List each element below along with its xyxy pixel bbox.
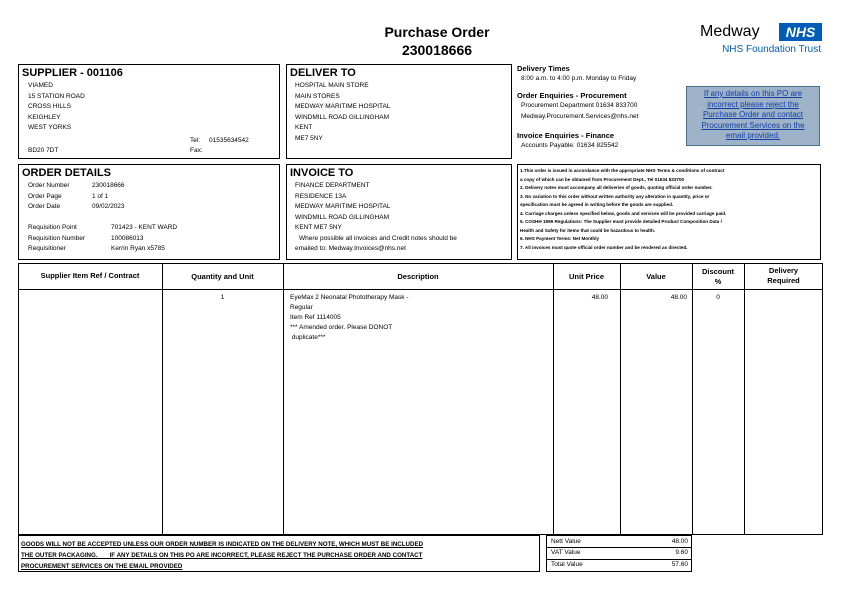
col-header-value: Value <box>646 272 666 281</box>
delivery-times-heading: Delivery Times <box>517 64 570 73</box>
supplier-line: VIAMED <box>28 82 53 89</box>
supplier-fax-label: Fax: <box>190 147 203 154</box>
invoice-line: MEDWAY MARITIME HOSPITAL <box>295 203 391 210</box>
invoice-line: KENT ME7 5NY <box>295 224 342 231</box>
term-line: a copy of which can be obtained from Procurement Dept., Tel 01634 833700 <box>520 176 685 182</box>
document-title: Purchase Order <box>384 24 490 40</box>
col-divider <box>553 263 554 535</box>
invoice-to-heading: INVOICE TO <box>290 167 354 179</box>
brand-name: Medway <box>700 23 760 40</box>
table-header-divider <box>18 289 823 290</box>
deliver-line: ME7 5NY <box>295 134 323 142</box>
requisition-point-value: 701423 - KENT WARD <box>111 224 178 231</box>
invoice-to-address <box>295 181 390 234</box>
vat-value: 9.60 <box>675 549 688 556</box>
terms-list <box>520 167 726 252</box>
row-description <box>290 293 409 343</box>
row-value: 48.00 <box>670 294 687 301</box>
term-line: 3. No variation to this order without written authority any alteration in quantity, price or <box>520 193 710 199</box>
term-line: 4. Carriage charges unless specified below, goods and services will be provided carriage paid. <box>520 210 727 216</box>
col-header-discount-pct: % <box>714 277 722 286</box>
col-divider <box>283 263 284 535</box>
term-line: 7. All invoices must quote official order number and be rendered as directed. <box>520 244 688 250</box>
net-value-label: Nett Value <box>551 538 581 545</box>
notice-line: incorrect please reject the <box>707 99 799 109</box>
deliver-to-heading: DELIVER TO <box>290 67 356 79</box>
order-enquiries-heading: Order Enquiries - Procurement <box>517 91 627 100</box>
footer-warning-line: GOODS WILL NOT BE ACCEPTED UNLESS OUR ORDER NUMBER IS INDICATED ON THE DELIVERY NOTE, WHICH MUST BE INCLUDED <box>21 541 424 548</box>
col-divider <box>162 263 163 535</box>
order-date-value: 09/02/2023 <box>92 203 125 210</box>
row-quantity: 1 <box>220 294 225 301</box>
footer-warning-box <box>18 535 540 572</box>
invoice-note: Where possible all invoices and Credit notes should be <box>299 235 457 242</box>
requisitioner-label: Requisitioner <box>28 245 66 252</box>
term-line: 1.This order is issued in accordance with the appropriate NHS Terms & conditions of contract <box>520 168 725 173</box>
order-page-label: Order Page <box>28 193 62 200</box>
col-divider <box>692 263 693 535</box>
term-line: Health and Safety for items that could be hazardous to health. <box>520 227 656 233</box>
col-divider <box>744 263 745 535</box>
nhs-logo: NHS <box>779 23 822 41</box>
term-line: 6. NHS Payment Terms: Net Monthly <box>520 236 600 241</box>
order-details-heading: ORDER DETAILS <box>22 167 112 179</box>
deliver-line: MAIN STORES <box>295 92 340 100</box>
deliver-to-address <box>295 81 390 144</box>
deliver-line: MEDWAY MARITIME HOSPITAL <box>295 103 391 110</box>
supplier-tel-label: Tel: <box>190 137 201 144</box>
requisition-number-label: Requisition Number <box>28 235 86 242</box>
delivery-times-text: 8:00 a.m. to 4:00 p.m. Monday to Friday <box>521 75 637 82</box>
supplier-box <box>18 64 280 159</box>
footer-warning-line: THE OUTER PACKAGING. IF ANY DETAILS ON THIS PO ARE INCORRECT, PLEASE REJECT THE PURCHASE ORDER AND CONTACT <box>21 552 423 559</box>
terms-box <box>517 164 821 260</box>
supplier-line: CROSS HILLS <box>28 103 71 110</box>
row-unit-price: 48.00 <box>591 294 608 301</box>
order-enquiries-phone: Procurement Department 01634 833700 <box>521 102 638 109</box>
supplier-line: KEIGHLEY <box>28 113 61 121</box>
notice-line: If any details on this PO are <box>703 89 803 98</box>
net-value: 48.00 <box>671 538 688 545</box>
col-header-unit-price: Unit Price <box>568 272 604 281</box>
invoice-line: FINANCE DEPARTMENT <box>295 182 370 189</box>
reject-notice[interactable] <box>686 86 820 146</box>
supplier-tel-value: 01535634542 <box>209 137 249 144</box>
invoice-line: WINDMILL ROAD GILLINGHAM <box>295 213 390 221</box>
col-divider <box>620 263 621 535</box>
description-line: EyeMax 2 Neonatal Phototherapy Mask - <box>290 294 409 301</box>
col-header-supplier-ref: Supplier Item Ref / Contract <box>40 271 140 280</box>
total-value: 57.60 <box>671 561 688 568</box>
deliver-to-box <box>286 64 512 159</box>
requisitioner-value: Kerrin Ryan x5785 <box>111 245 165 252</box>
requisition-point-label: Requisition Point <box>28 224 77 231</box>
footer-warning-line: PROCUREMENT SERVICES ON THE EMAIL PROVIDED <box>21 563 183 570</box>
order-enquiries-email[interactable]: Medway.Procurement.Services@nhs.net <box>521 113 639 120</box>
term-line: 2. Delivery notes must accompany all deliveries of goods, quoting official order number. <box>520 185 713 190</box>
order-number-label: Order Number <box>28 182 70 189</box>
invoice-email-note[interactable]: emailed to: Medway.Invoices@nhs.net <box>295 245 406 252</box>
order-details-box <box>18 164 280 260</box>
totals-box <box>546 535 692 572</box>
invoice-to-box <box>286 164 512 260</box>
row-discount: 0 <box>716 294 720 301</box>
description-line: duplicate*** <box>290 334 326 341</box>
supplier-address <box>28 81 85 134</box>
description-line: *** Amended order. Please DONOT <box>290 324 393 331</box>
col-header-delivery-required: Required <box>767 276 800 285</box>
col-header-description: Description <box>397 272 439 281</box>
invoice-line: RESIDENCE 13A <box>295 192 347 200</box>
description-line: Item Ref 1114005 <box>290 314 341 321</box>
invoice-enquiries-heading: Invoice Enquiries - Finance <box>517 131 615 140</box>
description-line: Regular <box>290 304 313 311</box>
term-line: 5. COSHH 1999 Regulations: The Supplier must provide detailed Product Composition Data / <box>520 219 722 224</box>
supplier-line: 15 STATION ROAD <box>28 92 85 100</box>
total-value-label: Total Value <box>551 561 583 568</box>
supplier-line: WEST YORKS <box>28 124 72 131</box>
deliver-line: HOSPITAL MAIN STORE <box>295 82 369 89</box>
col-header-discount: Discount <box>701 267 735 276</box>
supplier-postcode: BD20 7DT <box>28 147 59 154</box>
po-number: 230018666 <box>401 42 473 58</box>
invoice-enquiries-phone: Accounts Payable: 01634 825542 <box>521 142 619 149</box>
items-table <box>18 263 823 535</box>
order-number-value: 230018666 <box>92 182 125 189</box>
deliver-line: WINDMILL ROAD GILLINGHAM <box>295 113 390 121</box>
order-date-label: Order Date <box>28 203 61 210</box>
notice-line: Purchase Order and contact <box>702 110 804 119</box>
deliver-line: KENT <box>295 124 313 131</box>
col-header-quantity: Quantity and Unit <box>191 272 254 281</box>
supplier-heading: SUPPLIER - 001106 <box>22 67 123 79</box>
trust-name: NHS Foundation Trust <box>722 44 821 55</box>
term-line: specification must be agreed in writing before the goods are supplied. <box>520 202 674 207</box>
notice-line: Procurement Services on the <box>701 120 805 130</box>
vat-value-label: VAT Value <box>551 549 581 556</box>
order-page-value: 1 of 1 <box>92 193 109 200</box>
requisition-number-value: 100086013 <box>111 235 144 242</box>
col-header-delivery: Delivery <box>768 266 799 275</box>
notice-line: email provided. <box>725 131 781 140</box>
